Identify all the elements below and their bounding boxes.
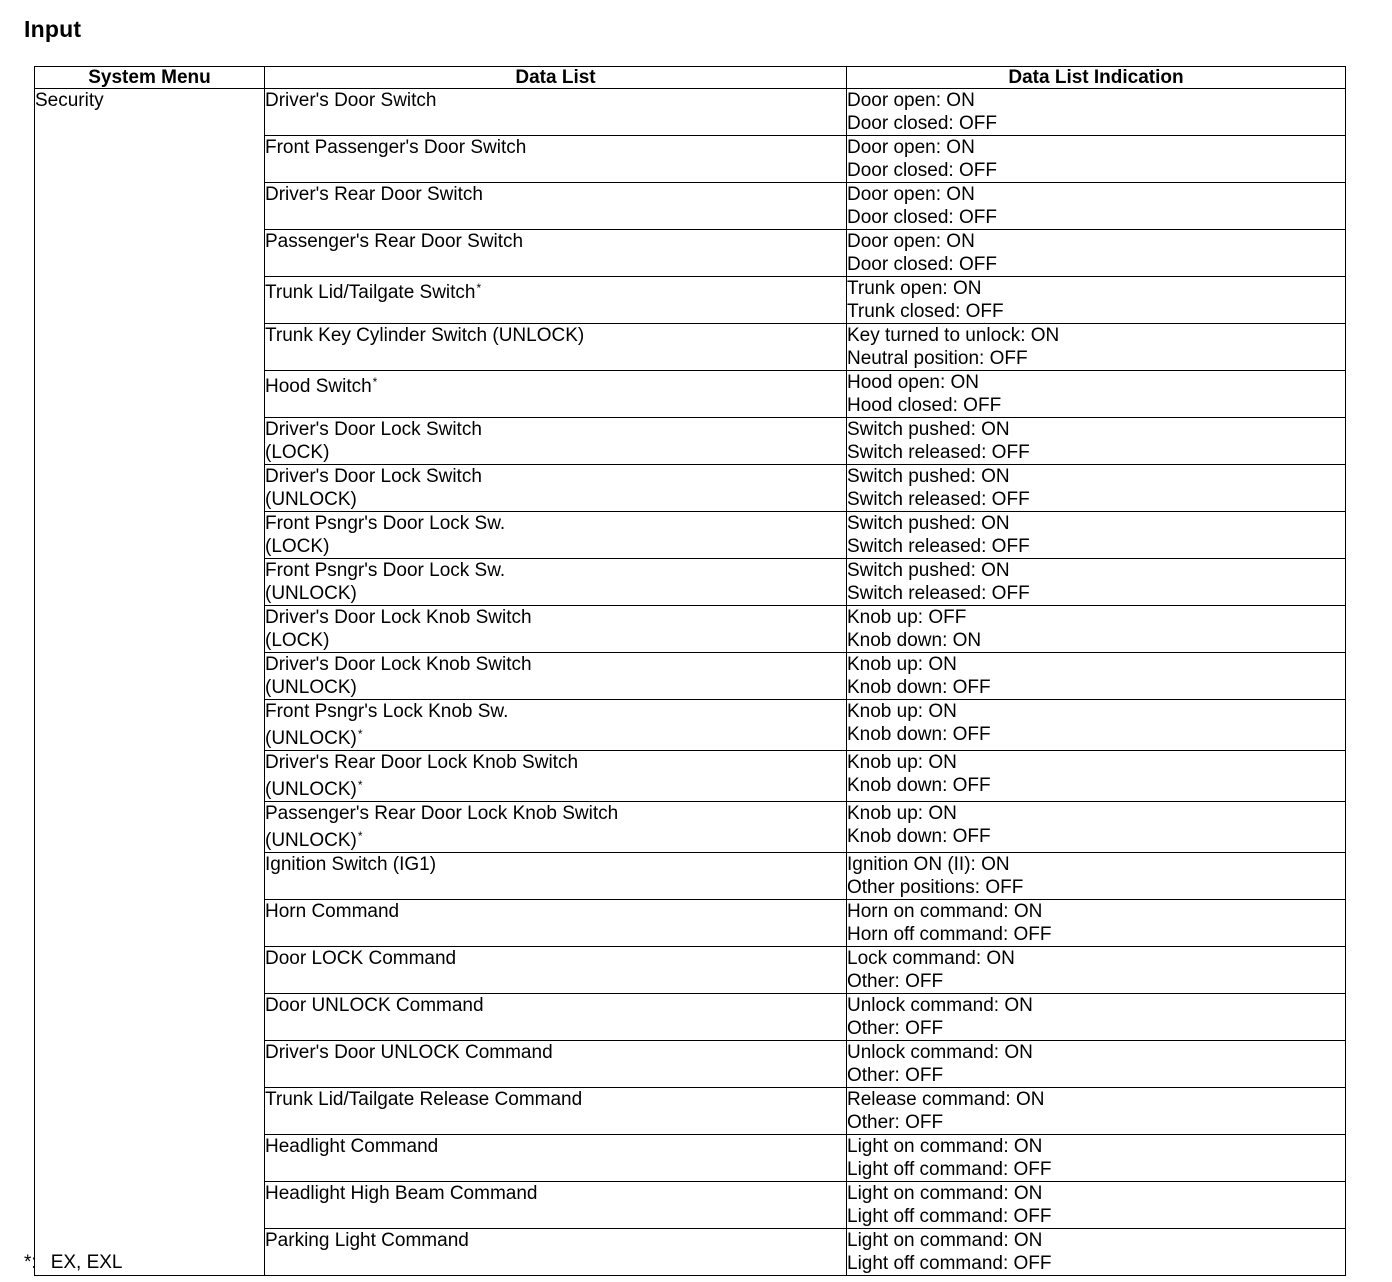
data-list-item-line	[265, 751, 846, 774]
data-list-item-text: Driver's Rear Door Switch	[265, 184, 483, 205]
data-list-item-line	[265, 700, 846, 723]
data-list-item-line	[265, 277, 846, 304]
indication-line: Switch released: OFF	[847, 536, 1030, 557]
table-body	[35, 89, 1346, 1276]
data-list-item-line	[265, 582, 846, 605]
indication-cell	[847, 89, 1346, 136]
data-list-item-text: Driver's Door UNLOCK Command	[265, 1042, 553, 1063]
indication-cell	[847, 606, 1346, 653]
data-list-cell	[265, 277, 847, 324]
indication-cell	[847, 1088, 1346, 1135]
data-list-cell	[265, 947, 847, 994]
table-row	[35, 89, 1346, 136]
data-list-item-text: Driver's Door Lock Knob Switch	[265, 654, 532, 675]
data-list-cell	[265, 183, 847, 230]
data-list-item-line	[265, 535, 846, 558]
data-list-item-line	[265, 441, 846, 464]
data-list-item-text: Front Psngr's Door Lock Sw.	[265, 560, 506, 581]
indication-line: Door closed: OFF	[847, 254, 997, 275]
data-list-cell	[265, 1135, 847, 1182]
indication-line: Door open: ON	[847, 184, 975, 205]
indication-line: Lock command: ON	[847, 948, 1015, 969]
data-list-cell	[265, 1041, 847, 1088]
indication-line: Light on command: ON	[847, 1230, 1043, 1251]
data-list-item-line	[265, 230, 846, 253]
indication-line: Switch pushed: ON	[847, 419, 1010, 440]
indication-line: Horn off command: OFF	[847, 924, 1052, 945]
indication-cell	[847, 136, 1346, 183]
indication-line: Knob down: OFF	[847, 724, 991, 745]
indication-cell	[847, 512, 1346, 559]
data-list-item-text: Driver's Door Lock Knob Switch	[265, 607, 532, 628]
data-list-cell	[265, 465, 847, 512]
data-list-item-text: (LOCK)	[265, 630, 330, 651]
indication-line: Other: OFF	[847, 1112, 944, 1133]
data-list-item-text: Parking Light Command	[265, 1230, 469, 1251]
data-list-cell	[265, 606, 847, 653]
data-list-item-line	[265, 853, 846, 876]
data-list-item-line	[265, 1041, 846, 1064]
indication-cell	[847, 183, 1346, 230]
indication-cell	[847, 1041, 1346, 1088]
data-list-item-text: (LOCK)	[265, 536, 330, 557]
data-list-item-line	[265, 1135, 846, 1158]
data-list-cell	[265, 994, 847, 1041]
indication-line: Door closed: OFF	[847, 207, 997, 228]
data-list-item-line	[265, 418, 846, 441]
data-list-cell	[265, 700, 847, 751]
data-list-item-line	[265, 89, 846, 112]
data-list-item-text: (LOCK)	[265, 442, 330, 463]
indication-line: Release command: ON	[847, 1089, 1045, 1110]
indication-line: Hood closed: OFF	[847, 395, 1002, 416]
indication-line: Ignition ON (II): ON	[847, 854, 1010, 875]
indication-cell	[847, 802, 1346, 853]
data-list-item-text: (UNLOCK)	[265, 677, 357, 698]
indication-line: Knob up: ON	[847, 752, 957, 773]
indication-line: Light off command: OFF	[847, 1159, 1052, 1180]
data-list-item-text: Door LOCK Command	[265, 948, 457, 969]
data-list-item-line	[265, 774, 846, 801]
data-list-item-text: (UNLOCK)	[265, 728, 357, 749]
data-list-item-line	[265, 994, 846, 1017]
indication-line: Light off command: OFF	[847, 1206, 1052, 1227]
indication-line: Horn on command: ON	[847, 901, 1043, 922]
indication-line: Other positions: OFF	[847, 877, 1024, 898]
data-list-item-line	[265, 900, 846, 923]
data-list-item-line	[265, 676, 846, 699]
indication-line: Door open: ON	[847, 231, 975, 252]
data-list-item-text: Ignition Switch (IG1)	[265, 854, 437, 875]
data-list-item-text: Horn Command	[265, 901, 400, 922]
indication-line: Door open: ON	[847, 90, 975, 111]
indication-line: Knob up: ON	[847, 701, 957, 722]
data-list-item-text: Headlight High Beam Command	[265, 1183, 538, 1204]
data-list-item-line	[265, 324, 846, 347]
data-list-item-line	[265, 1229, 846, 1252]
indication-line: Other: OFF	[847, 1065, 944, 1086]
data-list-cell	[265, 853, 847, 900]
indication-line: Light on command: ON	[847, 1136, 1043, 1157]
data-list-item-text: (UNLOCK)	[265, 583, 357, 604]
indication-line: Light on command: ON	[847, 1183, 1043, 1204]
system-menu-cell: Security	[35, 89, 265, 1276]
indication-line: Neutral position: OFF	[847, 348, 1028, 369]
data-list-cell	[265, 559, 847, 606]
indication-line: Switch pushed: ON	[847, 466, 1010, 487]
footnote-star-mark: *	[357, 829, 363, 843]
indication-line: Hood open: ON	[847, 372, 980, 393]
data-list-item-line	[265, 465, 846, 488]
table-header-row	[35, 67, 1346, 89]
data-list-cell	[265, 324, 847, 371]
data-list-item-text: Driver's Door Lock Switch	[265, 466, 482, 487]
indication-cell	[847, 418, 1346, 465]
data-list-item-line	[265, 947, 846, 970]
indication-line: Knob up: OFF	[847, 607, 967, 628]
data-list-item-line	[265, 559, 846, 582]
data-list-item-line	[265, 371, 846, 398]
indication-cell	[847, 1182, 1346, 1229]
header-system-menu: System Menu	[35, 67, 265, 89]
data-list-item-line	[265, 136, 846, 159]
header-data-list-indication: Data List Indication	[847, 67, 1346, 89]
data-list-cell	[265, 136, 847, 183]
data-list-item-text: Driver's Rear Door Lock Knob Switch	[265, 752, 579, 773]
indication-line: Other: OFF	[847, 1018, 944, 1039]
indication-line: Knob up: ON	[847, 803, 957, 824]
indication-line: Knob up: ON	[847, 654, 957, 675]
indication-cell	[847, 853, 1346, 900]
footnote-star-mark: *	[372, 375, 378, 389]
indication-line: Light off command: OFF	[847, 1253, 1052, 1274]
indication-line: Door closed: OFF	[847, 160, 997, 181]
data-list-item-text: (UNLOCK)	[265, 489, 357, 510]
data-list-item-text: Headlight Command	[265, 1136, 439, 1157]
data-list-item-text: (UNLOCK)	[265, 830, 357, 851]
data-list-item-line	[265, 802, 846, 825]
indication-line: Unlock command: ON	[847, 1042, 1033, 1063]
data-list-table	[34, 66, 1346, 1276]
indication-cell	[847, 230, 1346, 277]
data-list-cell	[265, 1088, 847, 1135]
data-list-item-line	[265, 512, 846, 535]
indication-line: Knob down: OFF	[847, 826, 991, 847]
data-list-item-text: Hood Switch	[265, 376, 372, 397]
data-list-item-text: Trunk Lid/Tailgate Switch	[265, 282, 476, 303]
data-list-item-text: Front Psngr's Door Lock Sw.	[265, 513, 506, 534]
data-list-item-line	[265, 629, 846, 652]
footnote-star-mark: *	[357, 778, 363, 792]
data-list-cell	[265, 230, 847, 277]
indication-line: Door open: ON	[847, 137, 975, 158]
data-list-cell	[265, 1229, 847, 1276]
data-list-item-line	[265, 1088, 846, 1111]
indication-cell	[847, 751, 1346, 802]
footnote-star-mark: *	[476, 281, 482, 295]
data-list-item-line	[265, 606, 846, 629]
indication-cell	[847, 947, 1346, 994]
data-list-item-text: Front Psngr's Lock Knob Sw.	[265, 701, 509, 722]
indication-cell	[847, 559, 1346, 606]
data-list-item-line	[265, 723, 846, 750]
data-list-cell	[265, 1182, 847, 1229]
header-data-list: Data List	[265, 67, 847, 89]
data-list-item-line	[265, 1182, 846, 1205]
indication-line: Knob down: OFF	[847, 677, 991, 698]
data-list-item-line	[265, 183, 846, 206]
indication-line: Switch pushed: ON	[847, 513, 1010, 534]
data-list-item-text: Driver's Door Switch	[265, 90, 437, 111]
section-heading: Input	[24, 16, 82, 42]
indication-line: Switch pushed: ON	[847, 560, 1010, 581]
data-list-item-text: Front Passenger's Door Switch	[265, 137, 527, 158]
data-list-cell	[265, 418, 847, 465]
data-list-cell	[265, 89, 847, 136]
indication-cell	[847, 700, 1346, 751]
indication-line: Other: OFF	[847, 971, 944, 992]
indication-cell	[847, 1135, 1346, 1182]
indication-line: Trunk closed: OFF	[847, 301, 1004, 322]
data-list-item-text: Door UNLOCK Command	[265, 995, 484, 1016]
footnote	[24, 1252, 123, 1274]
indication-cell	[847, 371, 1346, 418]
data-list-item-text: Passenger's Rear Door Switch	[265, 231, 524, 252]
indication-cell	[847, 653, 1346, 700]
data-list-item-text: (UNLOCK)	[265, 779, 357, 800]
footnote-text: EX, EXL	[50, 1252, 123, 1273]
indication-line: Knob down: OFF	[847, 775, 991, 796]
footnote-star-mark: *	[357, 727, 363, 741]
data-list-cell	[265, 802, 847, 853]
indication-line: Switch released: OFF	[847, 489, 1030, 510]
data-list-item-line	[265, 488, 846, 511]
data-list-item-line	[265, 653, 846, 676]
data-list-item-text: Trunk Key Cylinder Switch (UNLOCK)	[265, 325, 585, 346]
data-list-item-text: Trunk Lid/Tailgate Release Command	[265, 1089, 583, 1110]
indication-cell	[847, 1229, 1346, 1276]
data-list-item-text: Driver's Door Lock Switch	[265, 419, 482, 440]
indication-cell	[847, 465, 1346, 512]
indication-line: Switch released: OFF	[847, 583, 1030, 604]
indication-cell	[847, 277, 1346, 324]
data-list-cell	[265, 900, 847, 947]
indication-cell	[847, 324, 1346, 371]
indication-cell	[847, 900, 1346, 947]
indication-line: Unlock command: ON	[847, 995, 1033, 1016]
data-list-cell	[265, 653, 847, 700]
indication-line: Knob down: ON	[847, 630, 982, 651]
data-list-item-text: Passenger's Rear Door Lock Knob Switch	[265, 803, 619, 824]
data-list-cell	[265, 751, 847, 802]
indication-line: Trunk open: ON	[847, 278, 982, 299]
data-list-cell	[265, 371, 847, 418]
footnote-mark: *:	[24, 1252, 37, 1273]
indication-cell	[847, 994, 1346, 1041]
indication-line: Door closed: OFF	[847, 113, 997, 134]
data-list-cell	[265, 512, 847, 559]
data-list-item-line	[265, 825, 846, 852]
indication-line: Switch released: OFF	[847, 442, 1030, 463]
indication-line: Key turned to unlock: ON	[847, 325, 1060, 346]
